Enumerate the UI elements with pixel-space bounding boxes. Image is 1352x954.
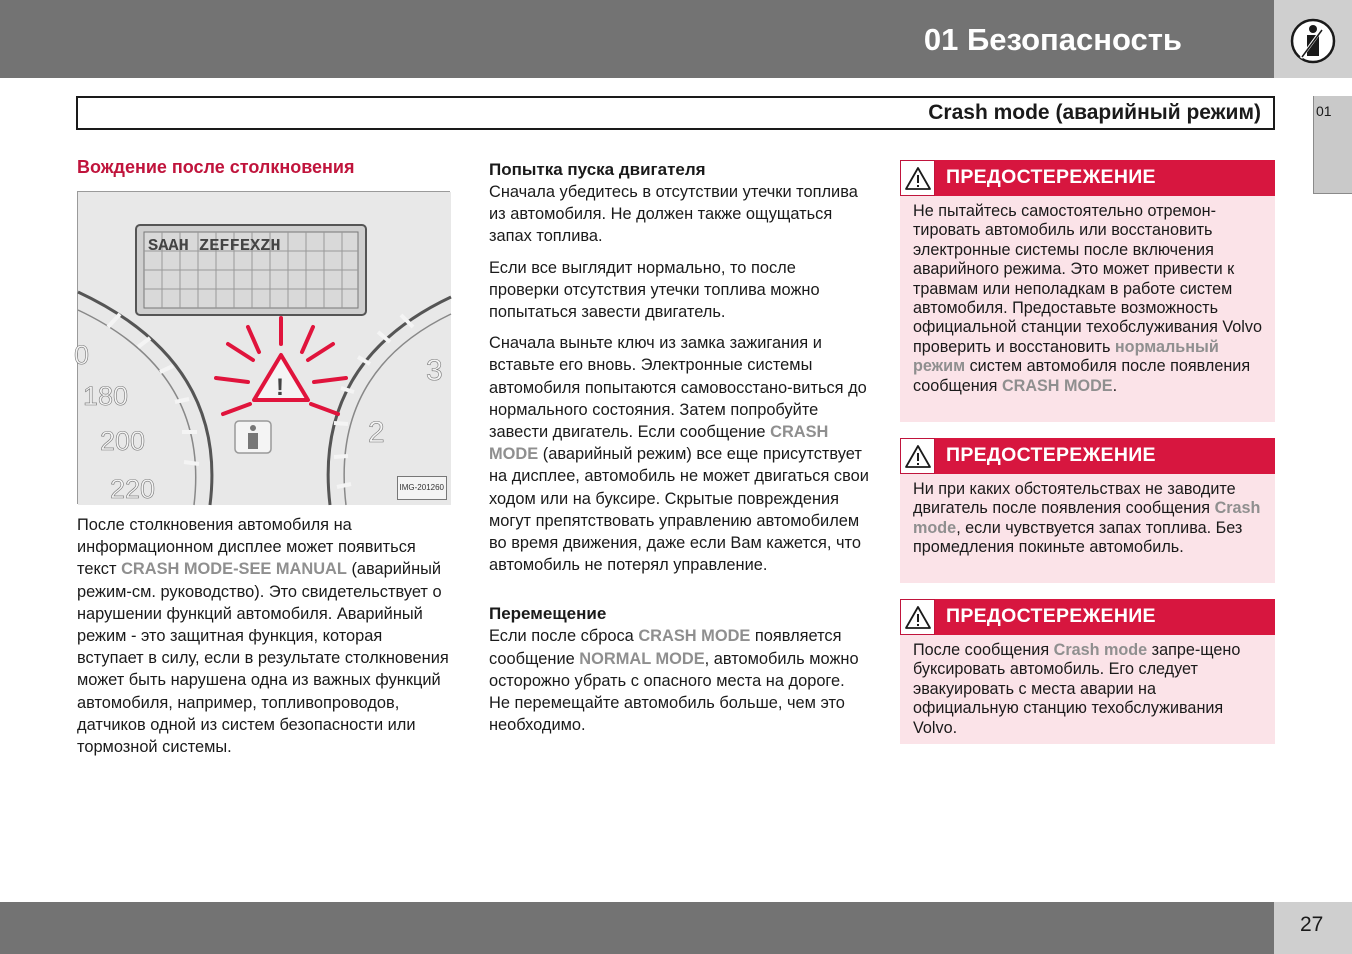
warning-header [900,438,1275,474]
header-icon-box [1274,0,1352,78]
spacer [489,585,869,599]
highlight-normal-mode: NORMAL MODE [579,649,705,668]
highlight-crash-mode-see-manual: CRASH MODE-SEE MANUAL [121,560,347,579]
text: запре-щено буксировать автомобиль. Его следует эвакуировать с места аварии на официальную станцию техобслуживания Volvo. [913,641,1241,737]
warning-triangle-icon [904,605,932,631]
gauge-label-3: 3 [426,354,443,387]
text: (аварийный режим-см. руководство). Это свидетельствует о нарушении функций автомобиля. Аварийный режим - это защитная функция, которая вступает в силу, если в результате столкновения может быть нарушена одна из важных функций автомобиля, например, топливопроводов, датчиков одной из систем безопасности или тормозной системы. [77,560,449,757]
paragraph-moving [489,625,869,736]
gauge-label-180: 180 [83,381,129,411]
page-number-box [1274,902,1352,954]
warning-title: ПРЕДОСТЕРЕЖЕНИЕ [946,605,1156,627]
gauge-label-2: 2 [368,416,385,449]
section-title-box [76,96,1275,130]
warning-text [900,196,1275,405]
highlight-normal-mode: нормальный режим [913,337,1219,376]
text: Не пытайтесь самостоятельно отремон-тировать автомобиль или восстановить электронные системы после включения аварийного режима. Это может привести к травмам или неполадкам в работе систем автомобиля. Предоставьте возможность официальной станции техобслуживания Volvo проверить и восстановить [913,202,1262,356]
paragraph-reinsert-key [489,332,869,576]
warning-header [900,599,1275,635]
warning-title: ПРЕДОСТЕРЕЖЕНИЕ [946,166,1156,188]
text: После сообщения [913,641,1054,659]
warning-icon-box [900,599,935,635]
chapter-title: 01 Безопасность [923,22,1182,57]
warning-triangle-icon [904,166,932,192]
highlight-crash-mode: Crash mode [913,499,1261,537]
warning-header [900,160,1275,196]
highlight-crash-mode: CRASH MODE [638,627,751,646]
text: Ни при каких обстоятельствах не заводите двигатель после появления сообщения [913,480,1236,518]
highlight-crash-mode: Crash mode [1053,641,1148,659]
warning-title-bar [935,438,1275,474]
warning-text [900,474,1275,567]
text: Сначала выньте ключ из замка зажигания и вставьте его вновь. Электронные системы автомобиля попытаются самовосстано-виться до нормального состояния. Затем попробуйте завести двигатель. Если сообщение [489,334,867,442]
seatbelt-info-icon [1286,18,1340,64]
text: После столкновения автомобиля на информационном дисплее может появиться текст [77,516,416,579]
text: появляется сообщение [489,627,842,668]
text: Если после сброса [489,627,639,646]
warning-triangle-icon [904,444,932,470]
text: (аварийный режим) все еще присутствует на дисплее, автомобиль не может двигаться свои ходом или на буксире. Скрытые повреждения могут препятствовать управлению автомобилем во время движения, даже если Вам кажется, что автомобиль не потерял управление. [489,445,869,575]
warning-title-bar [935,160,1275,196]
column-middle [489,155,869,745]
highlight-crash-mode: CRASH MODE [1001,376,1113,395]
image-code: IMG-201260 [397,476,447,500]
paragraph-try-start: Если все выглядит нормально, то после проверки отсутствия утечки топлива можно попытаться завести двигатель. [489,258,820,322]
highlight-crash-mode: CRASH MODE [489,423,829,464]
warning-title: ПРЕДОСТЕРЕЖЕНИЕ [946,444,1156,466]
warning-box-3 [900,599,1275,744]
instrument-cluster-figure [74,191,450,504]
column-left [74,155,452,767]
section-title: Crash mode (аварийный режим) [928,101,1261,124]
gauge-label-200: 200 [100,426,146,456]
chapter-tab[interactable] [1313,96,1352,194]
chapter-tab-label: 01 [1316,103,1332,119]
text: , автомобиль можно осторожно убрать с опасного места на дороге. Не перемещайте автомобиль больше, чем это необходимо. [489,649,859,735]
heading-moving: Перемещение [489,604,607,624]
warning-title-bar [935,599,1275,635]
footer-bar [0,902,1274,954]
heading-engine-start-attempt: Попытка пуска двигателя [489,160,706,179]
paragraph-fuel-check: Сначала убедитесь в отсутствии утечки топлива из автомобиля. Не должен также ощущаться запах топлива. [489,183,858,246]
warning-text [900,635,1275,747]
warning-exclamation: ! [276,374,284,401]
gauge-label-220: 220 [110,474,156,504]
text: , если чувствуется запах топлива. Без промедления покиньте автомобиль. [913,518,1243,557]
page-number: 27 [1300,913,1324,936]
instrument-cluster-illustration [74,192,451,505]
text: . [1112,376,1118,395]
gauge-label-0: 0 [74,340,90,370]
text: систем автомобиля после появления сообщения [913,357,1251,395]
header-bar [0,0,1274,78]
warning-icon-box [900,160,935,196]
display-text: SAAH ZEFFEXZH [148,237,281,256]
warning-box-1 [900,160,1275,422]
paragraph-crash-mode-intro [77,514,452,758]
warning-icon-box [900,438,935,474]
heading-driving-after-crash: Вождение после столкновения [77,157,355,177]
warning-box-2 [900,438,1275,583]
